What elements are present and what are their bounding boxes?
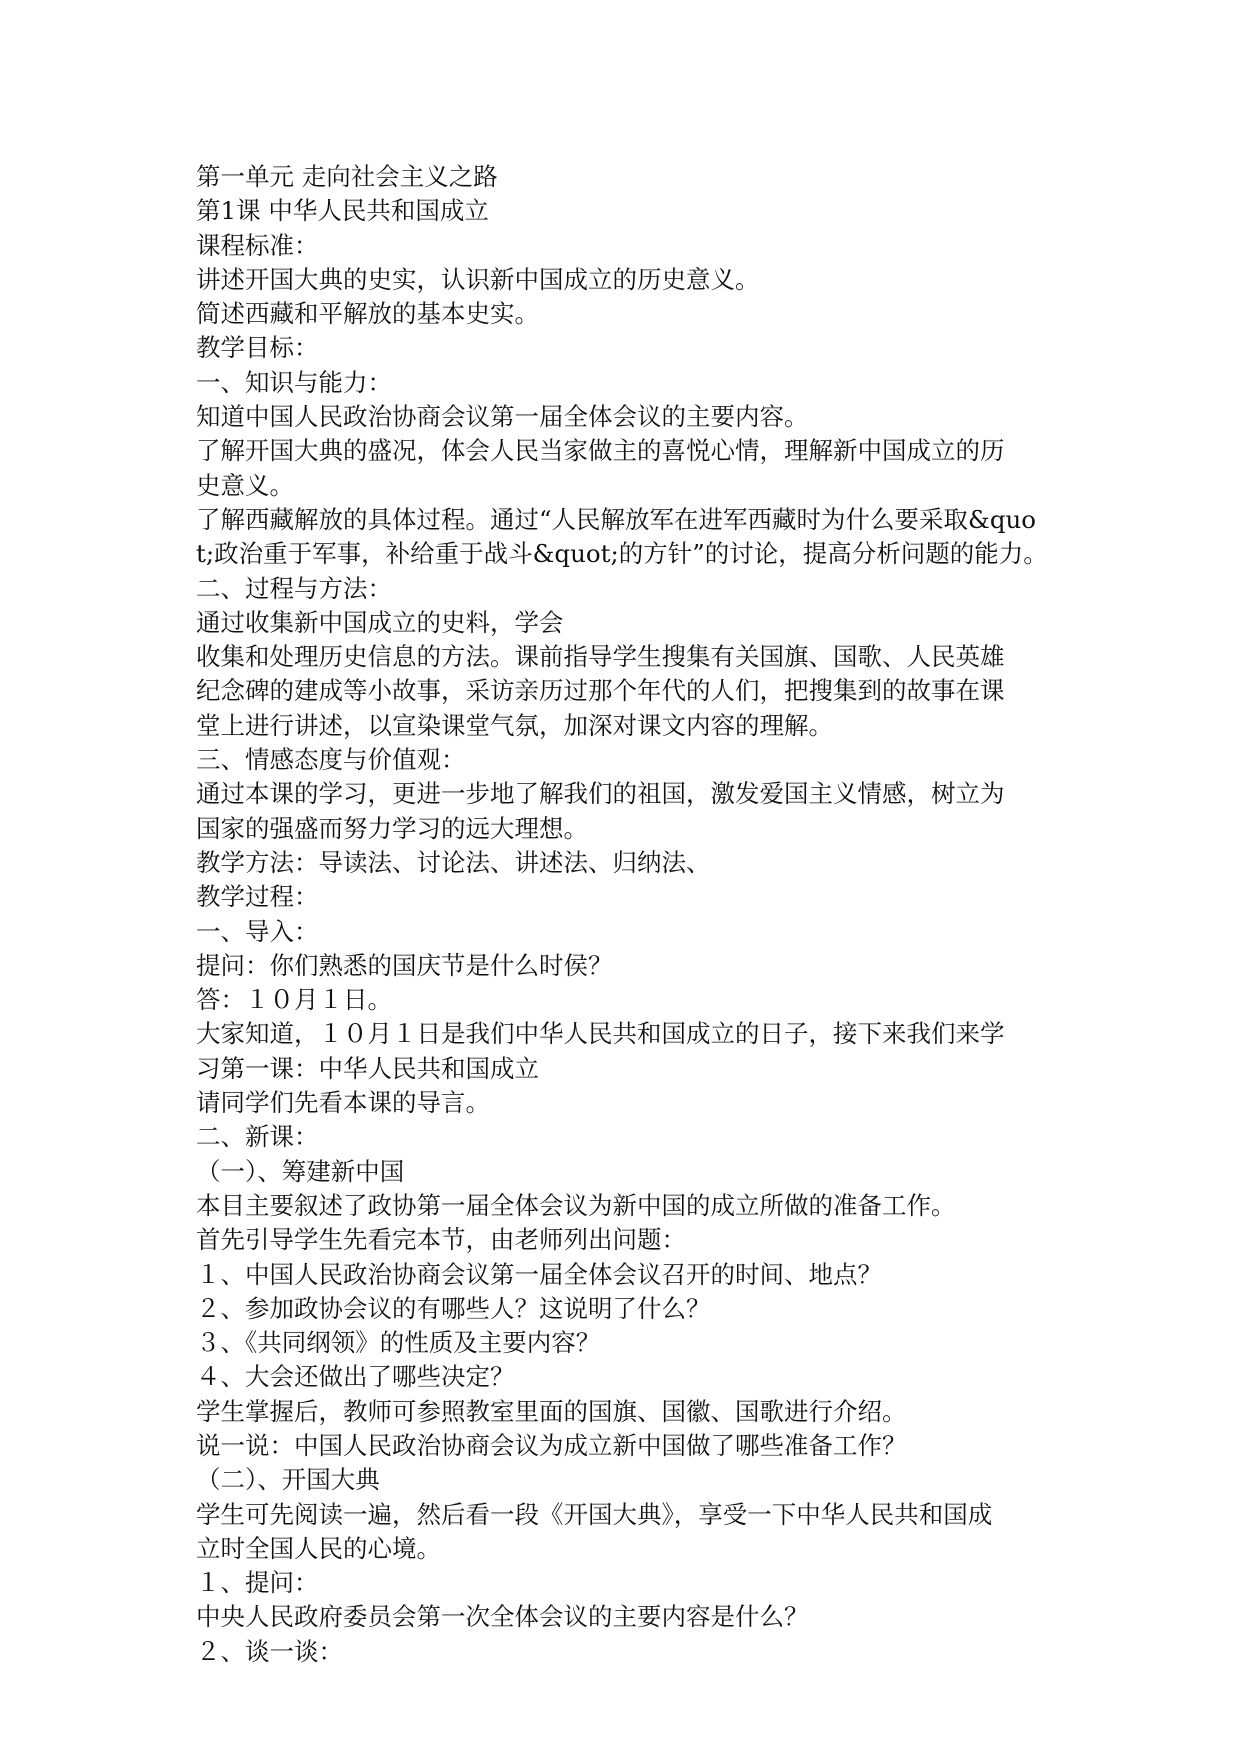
document-body <box>196 160 1046 1669</box>
text-line: 史意义。 <box>196 470 294 500</box>
text-line: 第一单元 走向社会主义之路 <box>196 162 498 191</box>
text-line: 学生可先阅读一遍，然后看一段《开国大典》，享受一下中华人民共和国成 <box>196 1499 993 1529</box>
text-line: 讲述开国大典的史实，认识新中国成立的历史意义。 <box>196 264 760 294</box>
text-line: 教学目标： <box>196 333 319 363</box>
text-line: 国家的强盛而努力学习的远大理想。 <box>196 813 588 843</box>
text-line: （一）、筹建新中国 <box>196 1156 405 1186</box>
text-line: 简述西藏和平解放的基本史实。 <box>196 299 539 329</box>
text-line: 二、新课： <box>196 1122 319 1152</box>
text-line: 一、导入： <box>196 916 319 946</box>
text-line: 请同学们先看本课的导言。 <box>196 1088 490 1118</box>
text-line: 通过收集新中国成立的史料，学会 <box>196 607 564 637</box>
text-line: 说一说：中国人民政治协商会议为成立新中国做了哪些准备工作？ <box>196 1430 907 1460</box>
text-line: 知道中国人民政治协商会议第一届全体会议的主要内容。 <box>196 402 809 432</box>
text-line: 纪念碑的建成等小故事，采访亲历过那个年代的人们，把搜集到的故事在课 <box>196 676 1005 706</box>
text-line: 首先引导学生先看完本节，由老师列出问题： <box>196 1225 686 1255</box>
text-line: １、提问： <box>196 1568 319 1598</box>
text-line: 答：１０月１日。 <box>196 985 392 1015</box>
text-line: （二）、开国大典 <box>196 1465 380 1495</box>
text-line: 学生掌握后，教师可参照教室里面的国旗、国徽、国歌进行介绍。 <box>196 1396 907 1426</box>
text-line: 收集和处理历史信息的方法。课前指导学生搜集有关国旗、国歌、人民英雄 <box>196 642 1005 672</box>
text-line: 一、知识与能力： <box>196 367 392 397</box>
text-line: 了解开国大典的盛况，体会人民当家做主的喜悦心情，理解新中国成立的历 <box>196 436 1005 466</box>
text-line: ２、谈一谈： <box>196 1636 343 1666</box>
text-line: 了解西藏解放的具体过程。通过“人民解放军在进军西藏时为什么要采取&quo <box>196 504 1037 534</box>
text-line: 通过本课的学习，更进一步地了解我们的祖国，激发爱国主义情感，树立为 <box>196 779 1005 809</box>
text-line: ２、参加政协会议的有哪些人？这说明了什么？ <box>196 1293 711 1323</box>
text-line: 教学过程： <box>196 882 319 912</box>
text-line: ３、《共同纲领》的性质及主要内容？ <box>196 1328 601 1358</box>
text-line: １、中国人民政治协商会议第一届全体会议召开的时间、地点？ <box>196 1259 882 1289</box>
text-line: 二、过程与方法： <box>196 573 392 603</box>
text-line: 习第一课：中华人民共和国成立 <box>196 1053 539 1083</box>
text-line: 教学方法：导读法、讨论法、讲述法、归纳法、 <box>196 847 711 877</box>
text-line: 立时全国人民的心境。 <box>196 1533 441 1563</box>
text-line: ４、大会还做出了哪些决定？ <box>196 1362 515 1392</box>
text-line: 堂上进行讲述，以宣染课堂气氛，加深对课文内容的理解。 <box>196 710 833 740</box>
text-line: 大家知道，１０月１日是我们中华人民共和国成立的日子，接下来我们来学 <box>196 1019 1005 1049</box>
text-line: 中央人民政府委员会第一次全体会议的主要内容是什么？ <box>196 1602 809 1632</box>
text-line: t;政治重于军事，补给重于战斗&quot;的方针”的讨论，提高分析问题的能力。 <box>196 539 1048 569</box>
text-line: 本目主要叙述了政协第一届全体会议为新中国的成立所做的准备工作。 <box>196 1190 956 1220</box>
text-line: 三、情感态度与价值观： <box>196 745 466 775</box>
text-line: 第1课 中华人民共和国成立 <box>196 196 489 226</box>
text-line: 提问：你们熟悉的国庆节是什么时侯？ <box>196 950 613 980</box>
text-line: 课程标准： <box>196 230 319 260</box>
